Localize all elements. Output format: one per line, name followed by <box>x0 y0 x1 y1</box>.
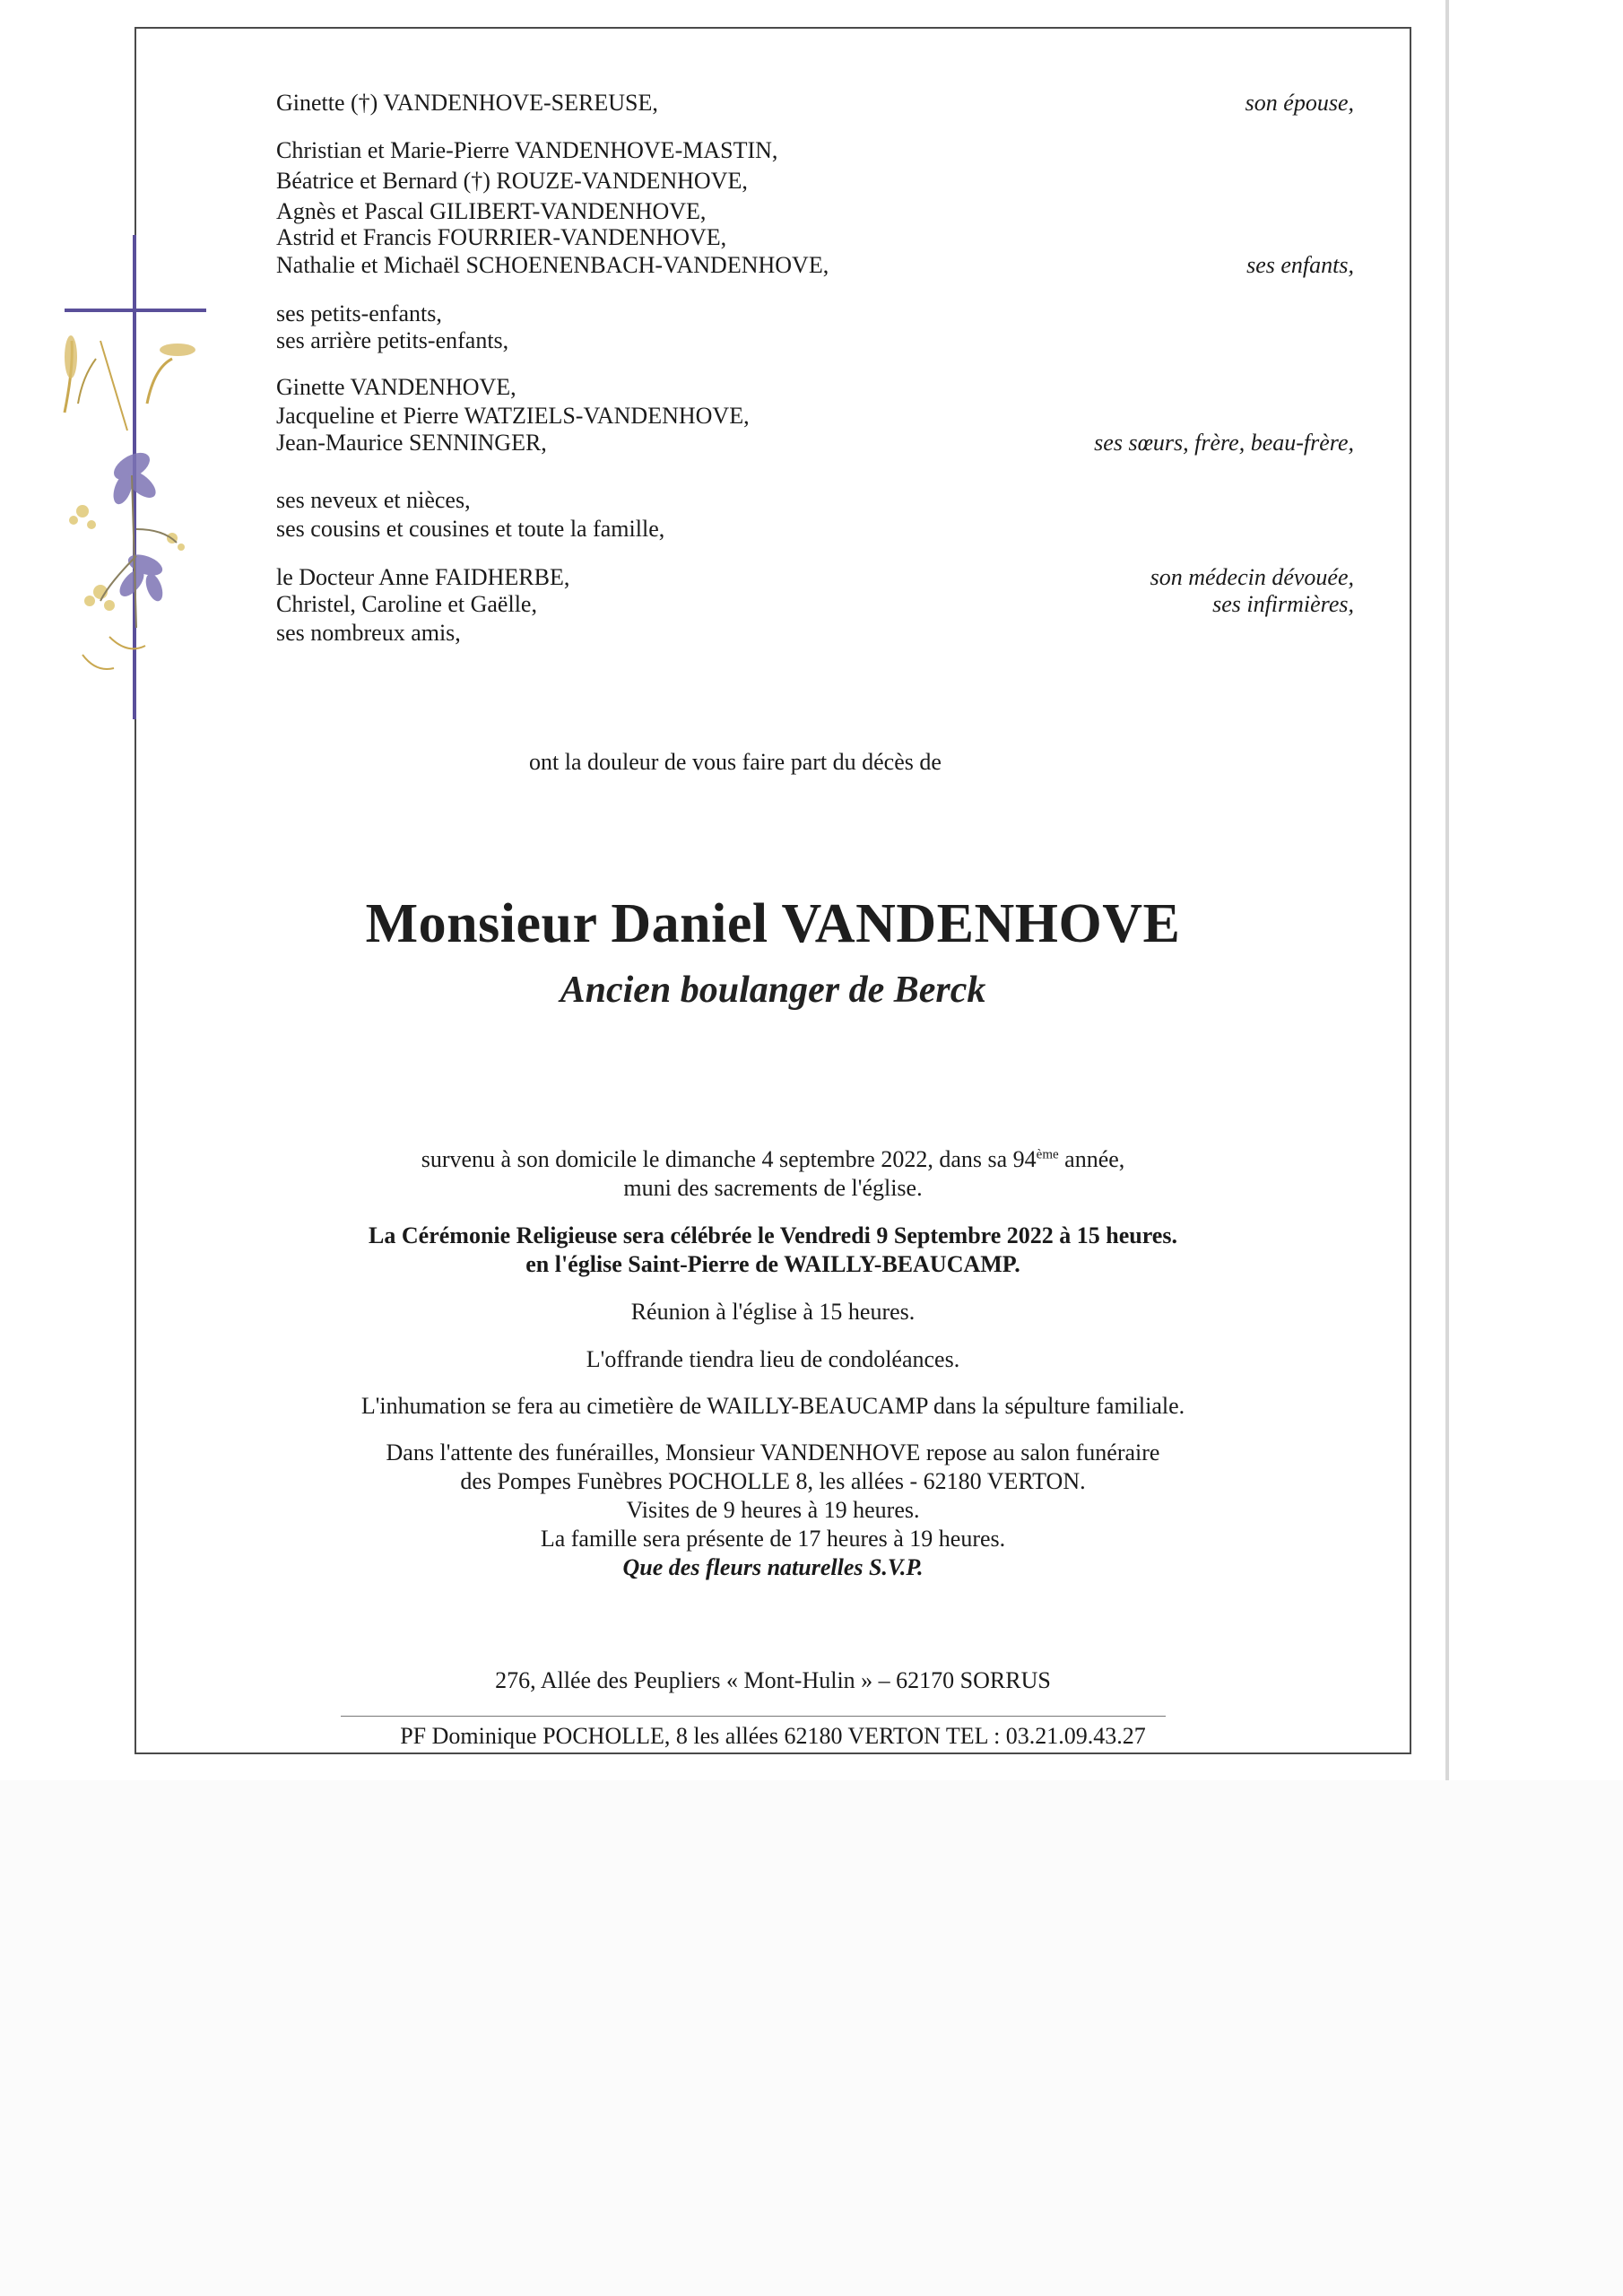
death-details <box>135 1144 1411 1176</box>
child-2: Béatrice et Bernard (†) ROUZE-VANDENHOVE, <box>276 168 748 194</box>
doctor: le Docteur Anne FAIDHERBE, <box>276 564 570 590</box>
sibling-2: Jacqueline et Pierre WATZIELS-VANDENHOVE, <box>276 403 750 429</box>
family-presence: La famille sera présente de 17 heures à 19 heures. <box>540 1526 1006 1552</box>
siblings-role: ses sœurs, frère, beau-frère, <box>1094 430 1354 456</box>
funeral-home-line-1: Dans l'attente des funérailles, Monsieur VANDENHOVE repose au salon funéraire <box>386 1439 1160 1465</box>
floral-wheat-ornament <box>47 332 199 691</box>
visiting-hours: Visites de 9 heures à 19 heures. <box>626 1497 920 1523</box>
cross-horizontal-bar <box>65 309 206 312</box>
doctor-role: son médecin dévouée, <box>1150 564 1354 590</box>
family-address: 276, Allée des Peupliers « Mont-Hulin » – 62170 SORRUS <box>495 1667 1051 1693</box>
child-5: Nathalie et Michaël SCHOENENBACH-VANDENHOVE, <box>276 252 829 278</box>
offering-note: L'offrande tiendra lieu de condoléances. <box>586 1346 960 1372</box>
death-text: survenu à son domicile le dimanche 4 septembre 2022, dans sa 94 <box>421 1146 1037 1172</box>
funeral-home-line-2: des Pompes Funèbres POCHOLLE 8, les allées - 62180 VERTON. <box>460 1468 1086 1494</box>
ordinal-suffix: ème <box>1036 1147 1059 1162</box>
child-3: Agnès et Pascal GILIBERT-VANDENHOVE, <box>276 198 707 224</box>
footer-divider <box>341 1716 1166 1717</box>
nephews-nieces: ses neveux et nièces, <box>276 487 471 513</box>
sibling-3: Jean-Maurice SENNINGER, <box>276 430 547 456</box>
ceremony-line-1: La Cérémonie Religieuse sera célébrée le Vendredi 9 Septembre 2022 à 15 heures. <box>369 1222 1177 1248</box>
death-text-end: année, <box>1058 1146 1125 1172</box>
cousins-family: ses cousins et cousines et toute la famille, <box>276 516 665 542</box>
spouse-name: Ginette (†) VANDENHOVE-SEREUSE, <box>276 90 658 116</box>
deceased-title: Ancien boulanger de Berck <box>560 970 986 1011</box>
grandchildren: ses petits-enfants, <box>276 300 442 326</box>
sibling-1: Ginette VANDENHOVE, <box>276 374 516 400</box>
nurses-role: ses infirmières, <box>1212 591 1354 617</box>
spouse-role: son épouse, <box>1245 90 1354 116</box>
funeral-director-footer: PF Dominique POCHOLLE, 8 les allées 62180 VERTON TEL : 03.21.09.43.27 <box>400 1723 1146 1749</box>
scan-bottom-area <box>0 1780 1623 2296</box>
announcement: ont la douleur de vous faire part du décès de <box>529 749 942 775</box>
sacraments: muni des sacrements de l'église. <box>623 1175 923 1201</box>
scan-edge-shadow <box>1445 0 1449 1780</box>
child-4: Astrid et Francis FOURRIER-VANDENHOVE, <box>276 224 727 250</box>
children-role: ses enfants, <box>1246 252 1354 278</box>
nurses-names: Christel, Caroline et Gaëlle, <box>276 591 537 617</box>
deceased-name: Monsieur Daniel VANDENHOVE <box>365 893 1181 954</box>
ceremony-line-2: en l'église Saint-Pierre de WAILLY-BEAUCAMP. <box>525 1251 1020 1277</box>
friends: ses nombreux amis, <box>276 620 461 646</box>
meeting-time: Réunion à l'église à 15 heures. <box>630 1299 916 1325</box>
great-grandchildren: ses arrière petits-enfants, <box>276 327 509 353</box>
burial-info: L'inhumation se fera au cimetière de WAILLY-BEAUCAMP dans la sépulture familiale. <box>360 1393 1185 1419</box>
child-1: Christian et Marie-Pierre VANDENHOVE-MASTIN, <box>276 137 778 163</box>
flowers-note: Que des fleurs naturelles S.V.P. <box>622 1554 924 1580</box>
